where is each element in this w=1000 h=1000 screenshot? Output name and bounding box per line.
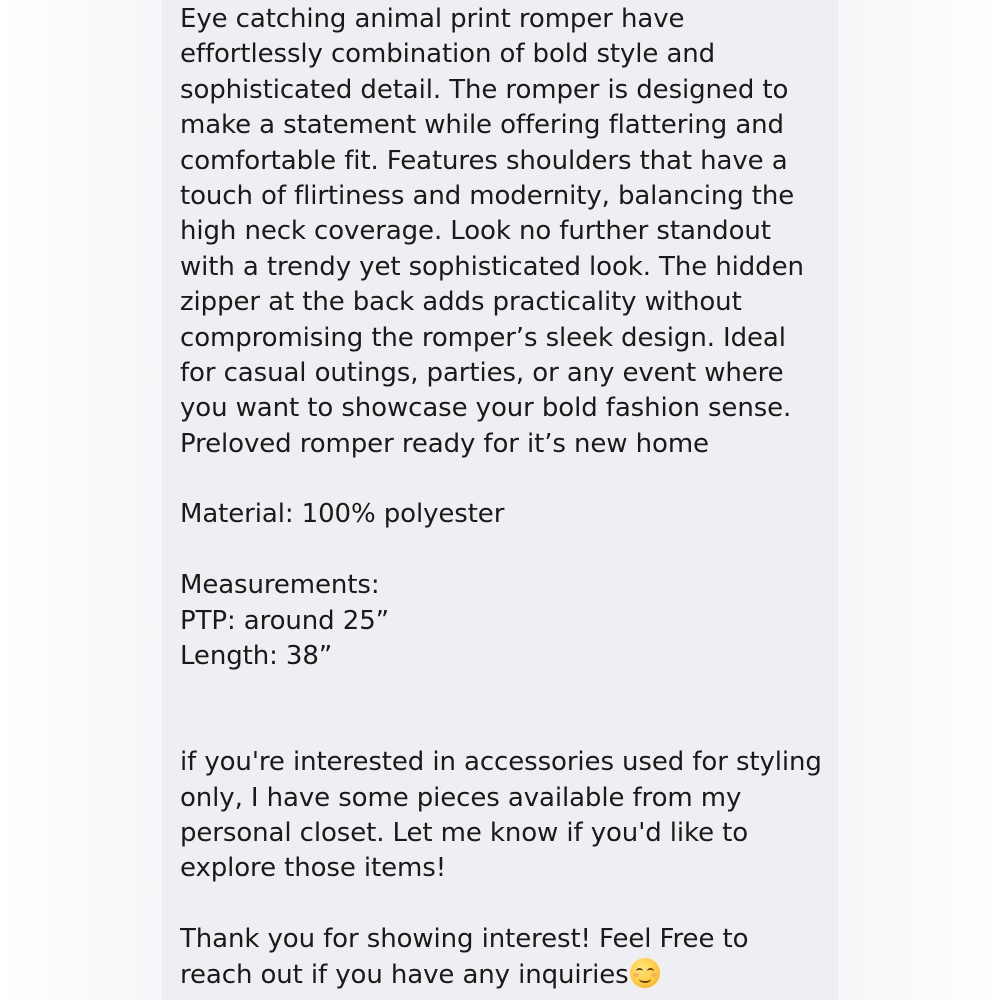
left-backdrop xyxy=(0,0,162,1000)
accessories-line: explore those items! xyxy=(180,853,447,884)
blank-line xyxy=(180,674,838,709)
note-text xyxy=(180,2,838,993)
accessories-line: if you're interested in accessories used for styling xyxy=(180,747,822,778)
description-line: zipper at the back adds practicality without xyxy=(180,287,742,318)
description-line: effortlessly combination of bold style and xyxy=(180,39,716,70)
accessories-line: personal closet. Let me know if you'd like to xyxy=(180,817,749,848)
blank-line xyxy=(180,710,838,745)
description-line: sophisticated detail. The romper is designed to xyxy=(180,74,789,105)
measurements-title: Measurements: xyxy=(180,570,380,601)
thanks-line-with-emoji xyxy=(180,958,838,993)
description-line: comfortable fit. Features shoulders that have a xyxy=(180,145,788,176)
description-line: with a trendy yet sophisticated look. The hidden xyxy=(180,251,804,282)
length-line: Length: 38” xyxy=(180,641,333,672)
smiling-face-icon xyxy=(630,958,660,988)
description-line: Eye catching animal print romper have xyxy=(180,4,685,34)
blank-line xyxy=(180,533,838,568)
material-line: Material: 100% polyester xyxy=(180,499,505,530)
note-panel xyxy=(162,0,838,1000)
blank-line xyxy=(180,462,838,497)
right-backdrop xyxy=(838,0,1000,1000)
ptp-line: PTP: around 25” xyxy=(180,605,390,636)
blank-line xyxy=(180,887,838,922)
description-line: for casual outings, parties, or any event where xyxy=(180,357,784,388)
description-line: Preloved romper ready for it’s new home xyxy=(180,428,709,459)
description-line: you want to showcase your bold fashion sense. xyxy=(180,393,792,424)
accessories-line: only, I have some pieces available from my xyxy=(180,782,742,813)
description-line: touch of flirtiness and modernity, balancing the xyxy=(180,180,795,211)
description-line: compromising the romper’s sleek design. Ideal xyxy=(180,322,786,353)
description-line: make a statement while offering flattering and xyxy=(180,110,784,141)
description-line: high neck coverage. Look no further standout xyxy=(180,216,771,247)
thanks-text: reach out if you have any inquiries xyxy=(180,959,629,990)
thanks-line: Thank you for showing interest! Feel Free to xyxy=(180,924,749,955)
